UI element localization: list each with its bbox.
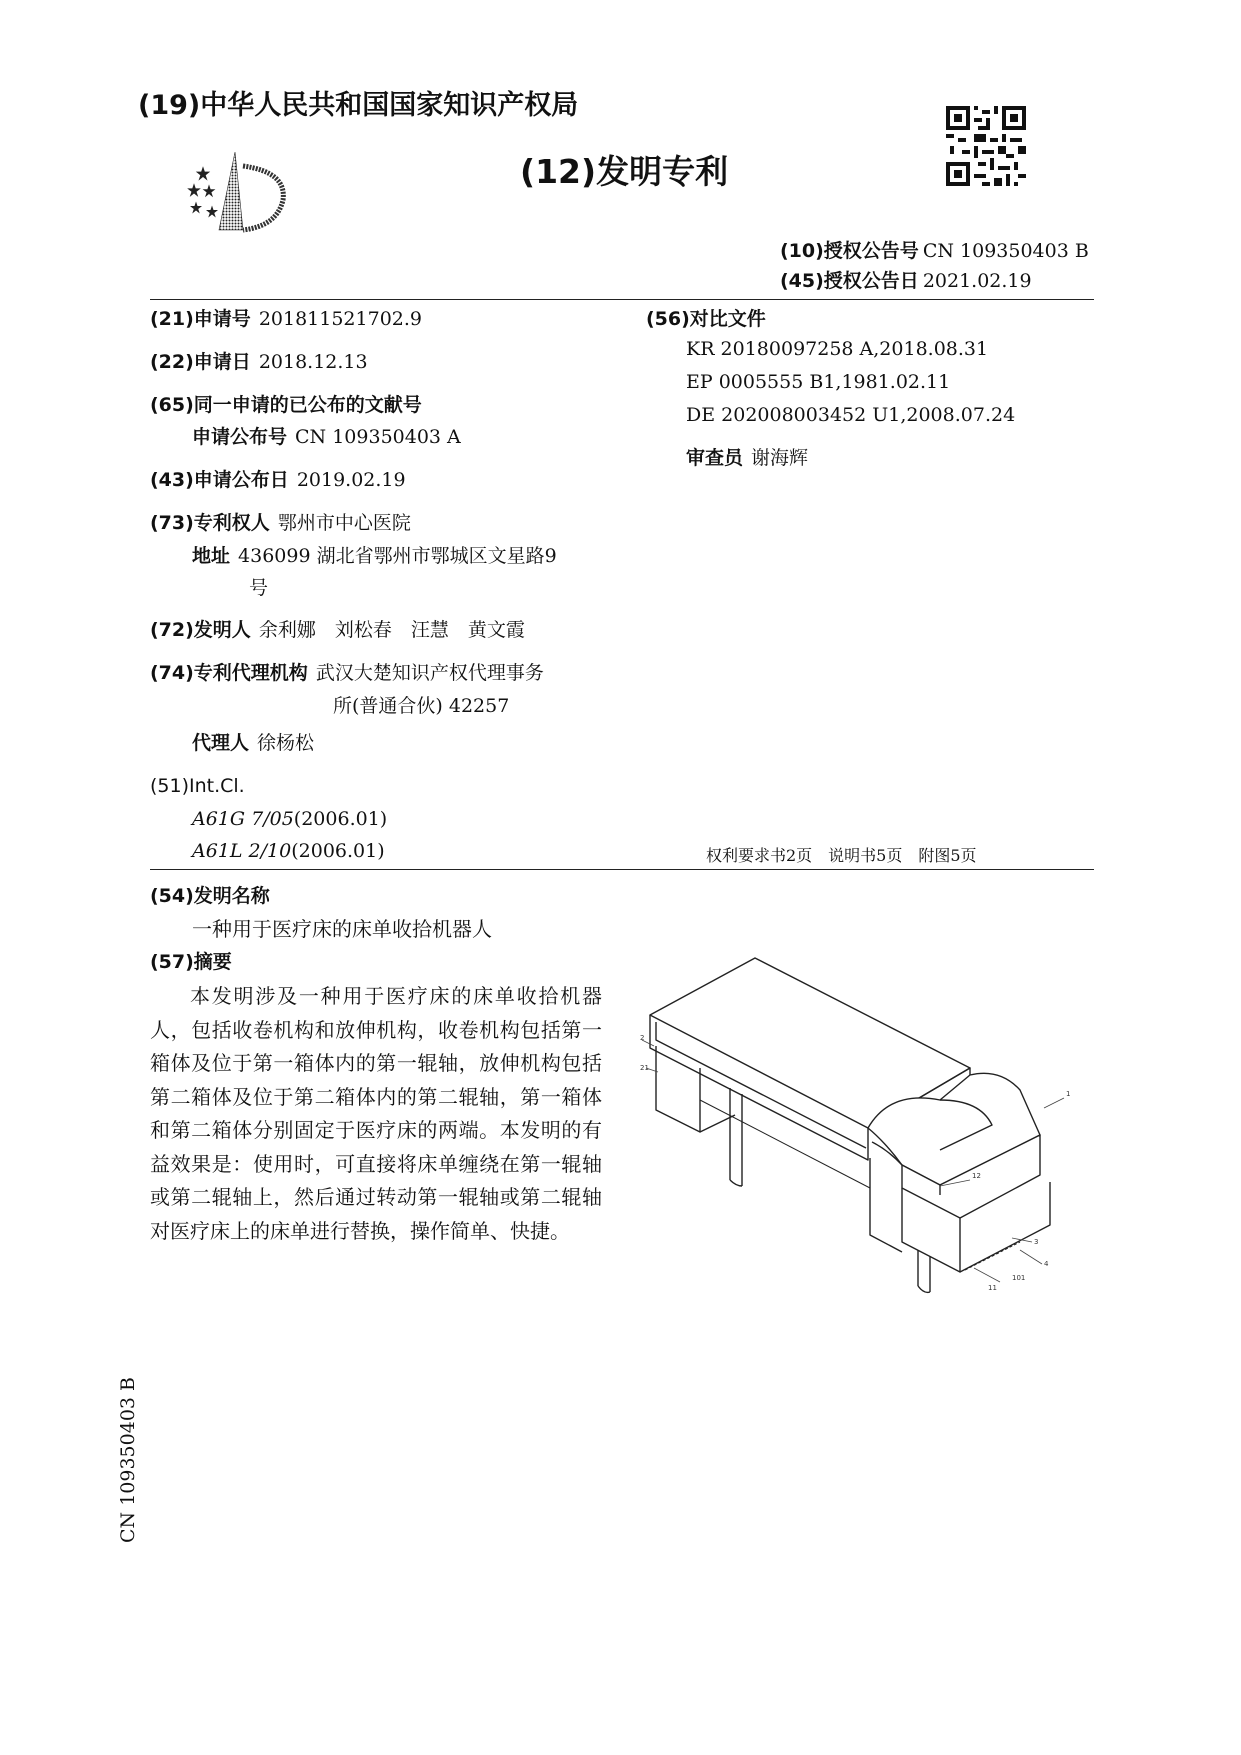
intcl-1-version: (2006.01) [293,808,388,830]
inventors-label: (72)发明人 [150,619,251,641]
abstract-text-block [150,980,602,1248]
publication-number: CN 109350403 A [295,426,461,448]
agency-label: (74)专利代理机构 [150,662,308,684]
application-number-label: (21)申请号 [150,308,251,330]
intcl-label: (51)Int.Cl. [150,775,245,797]
prior-publication-label: (65)同一申请的已公布的文献号 [150,394,422,416]
publication-date-label: (43)申请公布日 [150,469,289,491]
grant-date-label: (45)授权公告日 [780,270,919,292]
grant-date: 2021.02.19 [922,270,1032,292]
abstract-label: (57)摘要 [150,951,232,973]
intcl-2-line [192,838,385,864]
patentee: 鄂州市中心医院 [277,512,411,534]
reference-item: EP 0005555 B1,1981.02.11 [686,371,951,393]
inventors: 余利娜 刘松春 汪慧 黄文霞 [258,619,525,641]
figure-label: 3 [1034,1238,1039,1246]
inventors-line [150,617,525,643]
intcl-1-code: A61G 7/05 [192,808,294,830]
bed-figure [640,950,1090,1310]
publication-date: 2019.02.19 [296,469,406,491]
abstract-text: 本发明涉及一种用于医疗床的床单收拾机器人，包括收卷机构和放伸机构，收卷机构包括第一箱体及位于第一箱体内的第一辊轴，放伸机构包括第二箱体及位于第二箱体内的第二辊轴，第一箱体和第二箱体分别固定于医疗床的两端。本发明的有益效果是：使用时，可直接将床单缠绕在第一辊轴或第二辊轴上，然后通过转动第一辊轴或第二辊轴对医疗床上的床单进行替换，操作简单、快捷。 [150,984,602,1243]
grant-date-line [780,268,1032,294]
title-label: (54)发明名称 [150,885,270,907]
examiner-label: 审查员 [686,447,744,469]
figure-label: 4 [1044,1260,1049,1268]
qr-code-icon [946,106,1026,186]
grant-number: CN 109350403 B [922,240,1089,262]
figure-label: 12 [972,1172,981,1180]
patentee-label: (73)专利权人 [150,512,270,534]
publication-number-label: 申请公布号 [192,426,288,448]
grant-number-label: (10)授权公告号 [780,240,919,262]
agency-line [150,660,544,686]
figure-label: 101 [1012,1274,1026,1282]
application-date-line [150,349,368,375]
references-label-line [646,306,766,332]
document-type: (12)发明专利 [520,152,729,191]
address-label: 地址 [192,545,231,567]
address-line [192,543,557,569]
publication-number-line [192,424,461,450]
title-label-line [150,883,270,909]
references-label: (56)对比文件 [646,308,766,330]
reference-item: DE 202008003452 U1,2008.07.24 [686,404,1016,426]
figure-label: 21 [640,1064,649,1072]
agency: 武汉大楚知识产权代理事务 [315,662,544,684]
header-divider [150,299,1094,300]
patentee-line [150,510,411,536]
reference-item: KR 20180097258 A,2018.08.31 [686,338,989,360]
application-date-label: (22)申请日 [150,351,251,373]
application-number: 201811521702.9 [258,308,423,330]
examiner: 谢海辉 [751,447,809,469]
office-name: (19)中华人民共和国国家知识产权局 [138,90,579,121]
agent-label: 代理人 [192,732,250,754]
agent: 徐杨松 [257,732,315,754]
examiner-line [686,445,808,471]
figure-label: 2 [640,1034,645,1042]
figure-label: 11 [988,1284,997,1292]
biblio-divider [150,869,1094,870]
intcl-2-version: (2006.01) [291,840,385,862]
figure-label: 1 [1066,1090,1071,1098]
address: 436099 湖北省鄂州市鄂城区文星路9 [238,545,557,567]
address-line-2: 号 [249,577,269,599]
publication-date-line [150,467,406,493]
prior-publication-line [150,392,422,418]
application-number-line [150,306,422,332]
intcl-1-line [192,806,387,832]
grant-number-line [780,238,1089,264]
cnipa-logo-icon [183,150,293,235]
abstract-label-line [150,949,232,975]
invention-title: 一种用于医疗床的床单收拾机器人 [192,917,492,941]
intcl-2-code: A61L 2/10 [192,840,292,862]
agency-line-2: 所(普通合伙) 42257 [333,695,510,717]
application-date: 2018.12.13 [258,351,368,373]
side-publication-text: CN 109350403 B [117,1377,139,1543]
agent-line [192,730,314,756]
page-counts: 权利要求书2页 说明书5页 附图5页 [706,846,977,865]
